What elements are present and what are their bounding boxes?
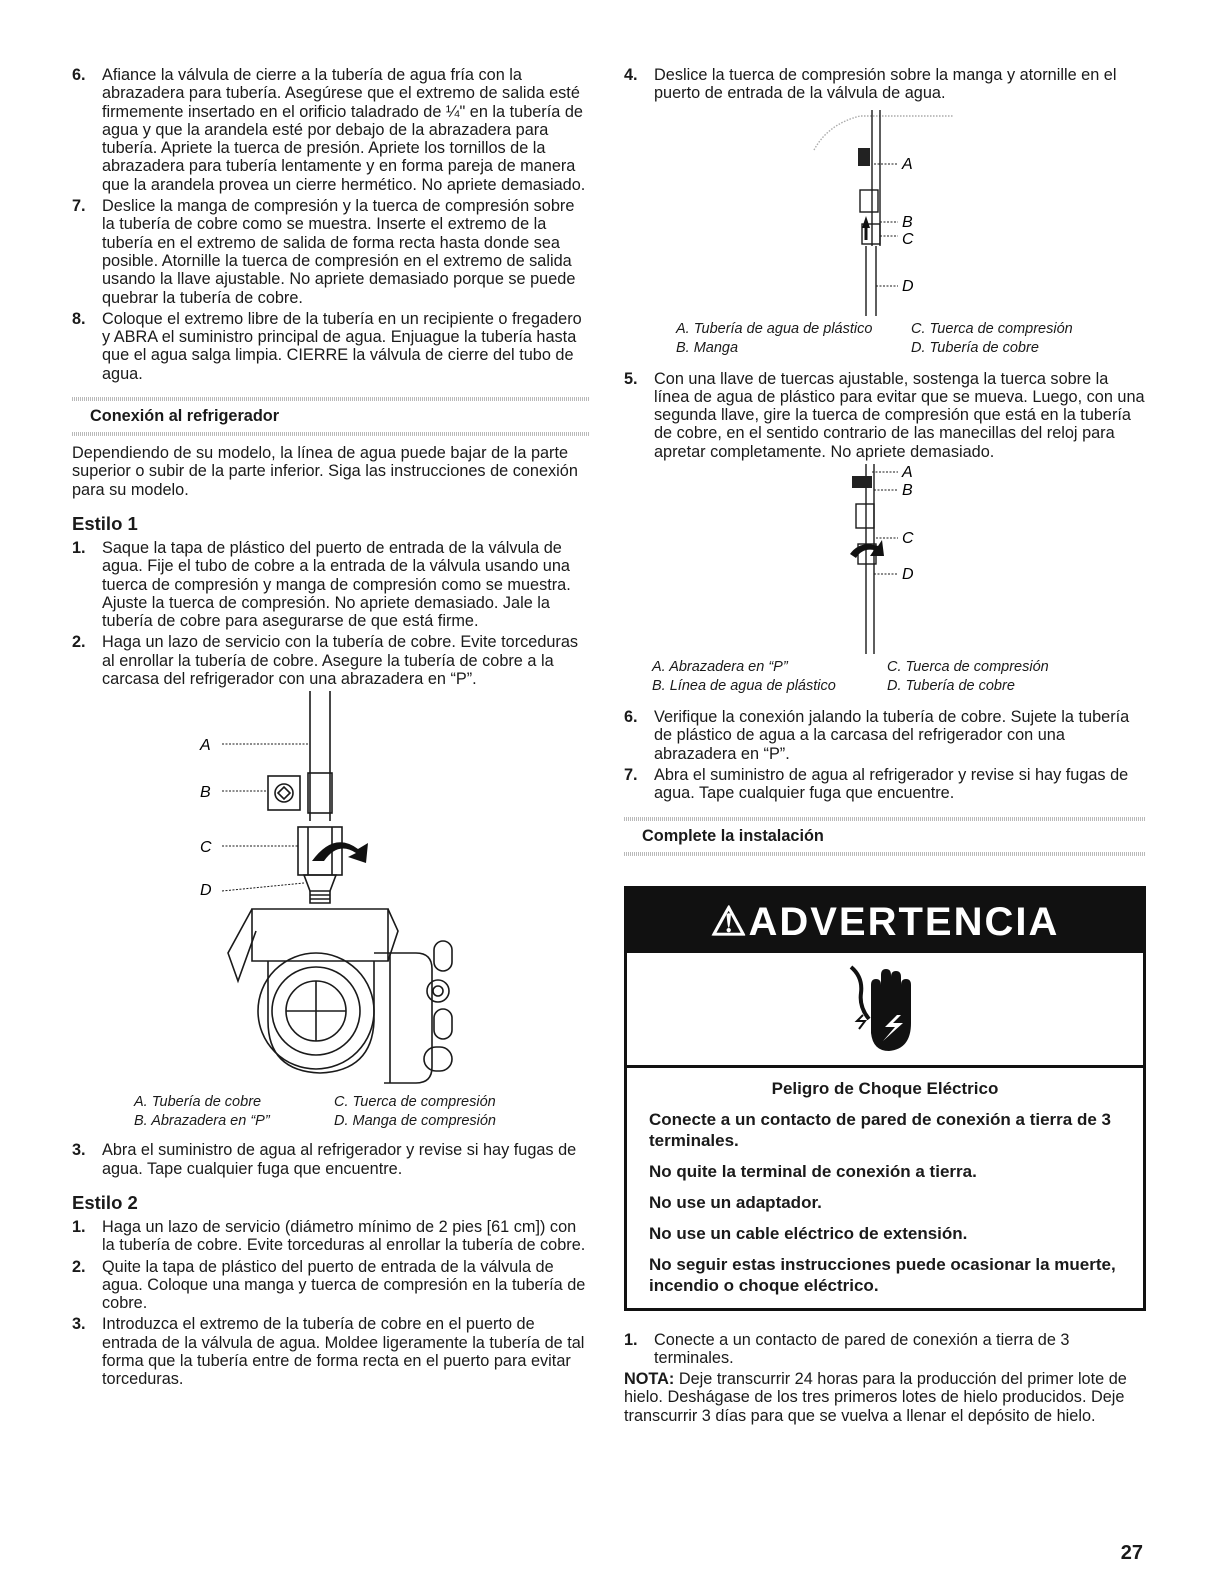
warning-line: No quite la terminal de conexión a tierra. — [649, 1161, 977, 1181]
style2-step-1: 1. Haga un lazo de servicio (diámetro mínimo de 2 pies [61 cm]) con la tubería de cobre. Evite torceduras al enrollar la tubería de cobre. — [72, 1217, 586, 1255]
style-2-title: Estilo 2 — [72, 1191, 138, 1213]
left-column — [72, 66, 590, 1392]
fig3-label-a: A — [902, 464, 913, 482]
style1-step-3: 3. Abra el suministro de agua al refrigerador y revise si hay fugas de agua. Tape cualquier fuga que encuentre. — [72, 1141, 577, 1178]
note-label: NOTA: — [624, 1370, 675, 1389]
fig1-label-a: A — [200, 737, 211, 755]
page-number: 27 — [1120, 1542, 1143, 1564]
steps-list-right — [624, 66, 1146, 103]
final-steps — [624, 1331, 1146, 1368]
step-6: 6. Afiance la válvula de cierre a la tubería de agua fría con la abrazadera para tubería. Asegúrese que el extremo de salida esté firmemente insertado en el orificio taladrado de ¼" en la tubería de agua y que la arandela esté por debajo de la abrazadera para tubería. Apriete la tuerca de presión. Apriete los tornillos de la abrazadera para tubería lentamente y en forma pareja de manera que la arandela provea un cierre hermético. No apriete demasiado. — [72, 66, 586, 194]
style2-step-2: 2. Quite la tapa de plástico del puerto de entrada de la válvula de agua. Coloque una manga y tuerca de compresión en la tubería de cobre. — [72, 1257, 586, 1313]
style-2-list — [72, 1218, 590, 1389]
fig2-label-d: D — [902, 277, 914, 295]
section-header-complete — [624, 817, 1146, 856]
steps-list-top — [72, 66, 590, 383]
note-text: Deje transcurrir 24 horas para la producción del primer lote de hielo. Deshágase de los tres primeros lotes de hielo producidos. Deje transcurrir 3 días para que se vuelva a llenar el depósito de hielo. — [624, 1370, 1127, 1425]
figure-2-caption: A. Tubería de agua de plástico C. Tuerca de compresión B. Manga D. Tubería de cobre — [676, 320, 1073, 356]
warning-icon-row — [627, 953, 1143, 1068]
warning-heading: ⚠ADVERTENCIA — [627, 889, 1143, 953]
style-1-list — [72, 539, 590, 688]
p-clamp-figure — [624, 464, 1146, 654]
step-6-right: 6. Verifique la conexión jalando la tubería de cobre. Sujete la tubería de plástico de agua a la carcasa del refrigerador con una abrazadera en “P”. — [624, 708, 1130, 763]
fig1-label-b: B — [200, 784, 211, 802]
warning-body — [627, 1068, 1143, 1308]
style1-step-2: 2. Haga un lazo de servicio con la tubería de cobre. Evite torceduras al enrollar la tubería de cobre. Asegure la tubería de cobre a la carcasa del refrigerador con una abrazadera en “P”. — [72, 633, 579, 689]
fig3-label-c: C — [902, 530, 914, 548]
electric-shock-hand-icon — [845, 963, 925, 1055]
fig1-label-c: C — [200, 839, 212, 857]
note — [624, 1370, 1146, 1425]
fig1-label-d: D — [200, 882, 212, 900]
fig2-label-a: A — [902, 155, 913, 173]
fig2-label-c: C — [902, 230, 914, 248]
valve-connection-figure — [72, 691, 590, 1089]
divider — [624, 852, 1146, 856]
steps-list-right-2 — [624, 370, 1146, 461]
style1-step-1: 1. Saque la tapa de plástico del puerto de entrada de la válvula de agua. Fije el tubo de cobre a la entrada de la válvula usando una tuerca de compresión y manga de compresión como se muestra. Ajuste la tuerca de compresión. No apriete demasiado. Jale la tubería de cobre para asegurarse de que está firme. — [72, 538, 571, 631]
figure-3-caption: A. Abrazadera en “P” C. Tuerca de compresión B. Línea de agua de plástico D. Tubería de cobre — [652, 659, 1049, 695]
fig3-label-d: D — [902, 566, 914, 584]
divider — [72, 432, 590, 436]
sleeve-nut-figure — [624, 106, 1146, 316]
section-header-conexion — [72, 397, 590, 436]
step-4: 4. Deslice la tuerca de compresión sobre la manga y atornille en el puerto de entrada de la válvula de agua. — [624, 66, 1117, 103]
warning-line: No use un cable eléctrico de extensión. — [649, 1223, 968, 1243]
warning-line: No use un adaptador. — [649, 1192, 822, 1212]
section-intro: Dependiendo de su modelo, la línea de agua puede bajar de la parte superior o subir de la parte inferior. Siga las instrucciones de conexión para su modelo. — [72, 444, 578, 499]
step-8: 8. Coloque el extremo libre de la tubería en un recipiente o fregadero y ABRA el suministro principal de agua. Enjuague la tubería hasta que el agua salga limpia. CIERRE la válvula de cierre del tubo de agua. — [72, 309, 582, 383]
warning-box — [624, 886, 1146, 1311]
warning-line: No seguir estas instrucciones puede ocasionar la muerte, incendio o choque eléctrico. — [649, 1254, 1116, 1295]
style2-step-3: 3. Introduzca el extremo de la tubería de cobre en el puerto de entrada de la válvula de agua. Moldee ligeramente la tubería de tal forma que la tubería entre de forma recta en el puerto para evitar torceduras. — [72, 1315, 585, 1389]
section-title: Conexión al refrigerador — [90, 407, 280, 426]
final-step-1: 1. Conecte a un contacto de pared de conexión a tierra de 3 terminales. — [624, 1330, 1070, 1367]
fig2-label-b: B — [902, 213, 913, 231]
steps-list-right-3 — [624, 708, 1146, 802]
step-7-right: 7. Abra el suministro de agua al refrigerador y revise si hay fugas de agua. Tape cualquier fuga que encuentre. — [624, 765, 1129, 803]
warning-line: Conecte a un contacto de pared de conexión a tierra de 3 terminales. — [649, 1109, 1111, 1150]
style-1-title: Estilo 1 — [72, 512, 138, 534]
step-5: 5. Con una llave de tuercas ajustable, sostenga la tuerca sobre la línea de agua de plástico para evitar que se mueva. Luego, con una segunda llave, gire la tuerca de compresión que está en la tubería de cobre, en el sentido contrario de las manecillas del reloj para apretar completamente. No apriete demasiado. — [624, 369, 1145, 461]
figure-1-caption: A. Tubería de cobre C. Tuerca de compresión B. Abrazadera en “P” D. Manga de compresión — [134, 1094, 496, 1130]
step-7: 7. Deslice la manga de compresión y la tuerca de compresión sobre la tubería de cobre como se muestra. Inserte el extremo de la tubería en el extremo de salida de forma recta hasta donde sea posible. Atornille la tuerca de compresión en el extremo de salida usando la llave ajustable. No apriete demasiado porque se puede quebrar la tubería de cobre. — [72, 197, 576, 307]
warning-subheading: Peligro de Choque Eléctrico — [771, 1078, 999, 1098]
fig3-label-b: B — [902, 482, 913, 500]
style-1-list-cont — [72, 1141, 590, 1178]
section-title: Complete la instalación — [642, 826, 824, 845]
right-column — [624, 66, 1146, 1425]
warning-triangle-icon: ⚠ — [710, 899, 749, 944]
